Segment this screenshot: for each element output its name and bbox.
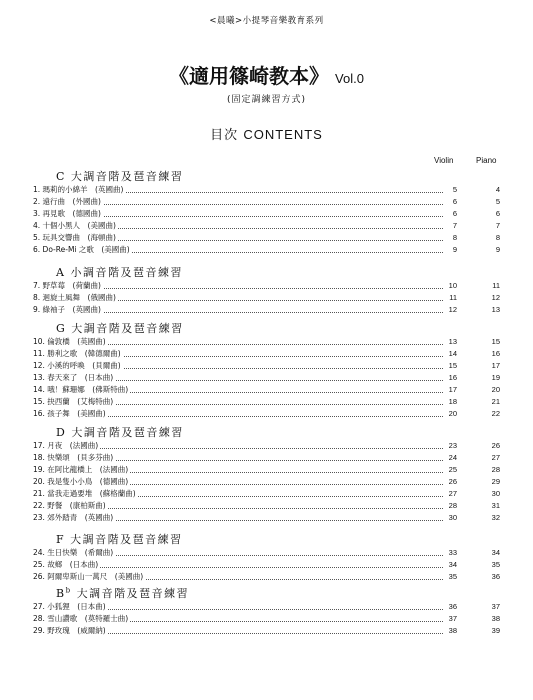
piano-page-number: 19 bbox=[491, 373, 500, 382]
piano-page-number: 39 bbox=[491, 626, 500, 635]
toc-entry-title: 12. 小溪的呼喚 (貝爾曲) bbox=[33, 361, 121, 370]
piano-page-number: 12 bbox=[491, 293, 500, 302]
flat-symbol: b bbox=[65, 586, 72, 595]
toc-entry-title: 23. 郊外踏青 (英國曲) bbox=[33, 513, 114, 522]
violin-page-number: 28 bbox=[443, 501, 457, 511]
section-heading bbox=[56, 585, 189, 601]
violin-page-number: 35 bbox=[443, 572, 457, 582]
piano-page-number: 5 bbox=[495, 197, 500, 206]
column-header-piano: Piano bbox=[476, 156, 497, 165]
contents-heading-en: CONTENTS bbox=[243, 127, 323, 142]
violin-page-number: 34 bbox=[443, 560, 457, 570]
violin-page-number: 9 bbox=[443, 245, 457, 255]
piano-page-number: 6 bbox=[495, 209, 500, 218]
violin-page-number: 26 bbox=[443, 477, 457, 487]
toc-entry bbox=[33, 409, 500, 419]
piano-page-number: 16 bbox=[491, 349, 500, 358]
toc-entry bbox=[33, 477, 500, 487]
book-subtitle: (固定調練習方式) bbox=[226, 95, 307, 105]
piano-page-number: 38 bbox=[491, 614, 500, 623]
volume-label: Vol.0 bbox=[335, 71, 364, 86]
toc-entry bbox=[33, 489, 500, 499]
book-title-text: 《適用篠崎教本》 bbox=[169, 64, 330, 88]
piano-page-number: 4 bbox=[495, 185, 500, 194]
toc-entry bbox=[33, 197, 500, 207]
toc-entry-title: 1. 瑪莉的小綿羊 (英國曲) bbox=[33, 185, 124, 194]
toc-entry-title: 13. 春天來了 (日本曲) bbox=[33, 373, 114, 382]
column-header-violin: Violin bbox=[434, 156, 454, 165]
toc-entry-title: 29. 野玫瑰 (威爾納) bbox=[33, 626, 106, 635]
toc-entry-title: 27. 小狐狸 (日本曲) bbox=[33, 602, 106, 611]
piano-page-number: 11 bbox=[492, 281, 500, 290]
toc-entry-title: 14. 哦！蘇珊娜 (佛斯特曲) bbox=[33, 385, 129, 394]
piano-page-number: 31 bbox=[491, 501, 500, 510]
toc-entry-title: 15. 抉西蘭 (艾梅特曲) bbox=[33, 397, 114, 406]
toc-entry bbox=[33, 548, 500, 558]
toc-entry-title: 6. Do-Re-Mi 之歌 (美國曲) bbox=[33, 245, 130, 254]
piano-page-number: 34 bbox=[491, 548, 500, 557]
violin-page-number: 7 bbox=[443, 221, 457, 231]
violin-page-number: 25 bbox=[443, 465, 457, 475]
toc-entry-title: 28. 雪山讚歌 (莫特羅士曲) bbox=[33, 614, 129, 623]
toc-entry bbox=[33, 560, 500, 570]
toc-entry bbox=[33, 221, 500, 231]
piano-page-number: 37 bbox=[491, 602, 500, 611]
toc-entry-title: 7. 野草莓 (荷蘭曲) bbox=[33, 281, 101, 290]
violin-page-number: 24 bbox=[443, 453, 457, 463]
piano-page-number: 17 bbox=[491, 361, 500, 370]
toc-entry-title: 16. 孩子舞 (美國曲) bbox=[33, 409, 106, 418]
toc-entry bbox=[33, 602, 500, 612]
piano-page-number: 9 bbox=[495, 245, 500, 254]
violin-page-number: 10 bbox=[443, 281, 457, 291]
violin-page-number: 20 bbox=[443, 409, 457, 419]
violin-page-number: 23 bbox=[443, 441, 457, 451]
toc-entry-title: 24. 生日快樂 (希爾曲) bbox=[33, 548, 114, 557]
piano-page-number: 22 bbox=[491, 409, 500, 418]
violin-page-number: 18 bbox=[443, 397, 457, 407]
toc-entry bbox=[33, 293, 500, 303]
violin-page-number: 14 bbox=[443, 349, 457, 359]
toc-entry bbox=[33, 245, 500, 255]
violin-page-number: 13 bbox=[443, 337, 457, 347]
section-heading: D 大調音階及琶音練習 bbox=[56, 426, 184, 439]
section-heading-key: B bbox=[56, 587, 66, 600]
piano-page-number: 36 bbox=[491, 572, 500, 581]
toc-entry-title: 17. 月夜 (法國曲) bbox=[33, 441, 99, 450]
toc-entry-title: 18. 快樂頌 (貝多芬曲) bbox=[33, 453, 114, 462]
toc-entry-title: 4. 十個小黑人 (美國曲) bbox=[33, 221, 116, 230]
contents-heading-zh: 目次 bbox=[210, 128, 239, 143]
section-heading: G 大調音階及琶音練習 bbox=[56, 322, 184, 335]
toc-entry bbox=[33, 305, 500, 315]
toc-entry bbox=[33, 397, 500, 407]
toc-entry-title: 25. 故鄉 (日本曲) bbox=[33, 560, 99, 569]
contents-heading bbox=[0, 124, 533, 143]
violin-page-number: 37 bbox=[443, 614, 457, 624]
violin-page-number: 30 bbox=[443, 513, 457, 523]
toc-entry bbox=[33, 501, 500, 511]
violin-page-number: 33 bbox=[443, 548, 457, 558]
piano-page-number: 29 bbox=[491, 477, 500, 486]
toc-entry bbox=[33, 337, 500, 347]
violin-page-number: 36 bbox=[443, 602, 457, 612]
violin-page-number: 6 bbox=[443, 209, 457, 219]
toc-entry bbox=[33, 209, 500, 219]
toc-entry bbox=[33, 233, 500, 243]
piano-page-number: 13 bbox=[491, 305, 500, 314]
violin-page-number: 17 bbox=[443, 385, 457, 395]
violin-page-number: 11 bbox=[443, 293, 457, 303]
piano-page-number: 28 bbox=[491, 465, 500, 474]
toc-entry-title: 3. 再見歌 (德國曲) bbox=[33, 209, 101, 218]
toc-entry-title: 9. 綠袖子 (英國曲) bbox=[33, 305, 101, 314]
piano-page-number: 7 bbox=[495, 221, 500, 230]
violin-page-number: 15 bbox=[443, 361, 457, 371]
piano-page-number: 35 bbox=[491, 560, 500, 569]
book-title bbox=[0, 60, 533, 89]
toc-entry bbox=[33, 453, 500, 463]
toc-entry bbox=[33, 465, 500, 475]
piano-page-number: 21 bbox=[491, 397, 500, 406]
toc-entry-title: 2. 遠行曲 (外國曲) bbox=[33, 197, 101, 206]
section-heading: F 大調音階及琶音練習 bbox=[56, 533, 183, 546]
toc-entry bbox=[33, 349, 500, 359]
piano-page-number: 30 bbox=[491, 489, 500, 498]
section-heading: A 小調音階及琶音練習 bbox=[56, 266, 183, 279]
section-heading-rest: 大調音階及琶音練習 bbox=[71, 587, 190, 600]
toc-entry-title: 22. 野餐 (康柏斯曲) bbox=[33, 501, 106, 510]
violin-page-number: 8 bbox=[443, 233, 457, 243]
toc-entry-title: 19. 在阿比龍橋上 (法國曲) bbox=[33, 465, 129, 474]
piano-page-number: 32 bbox=[491, 513, 500, 522]
toc-entry-title: 21. 當我走過要堆 (蘇格蘭曲) bbox=[33, 489, 136, 498]
toc-entry bbox=[33, 385, 500, 395]
toc-entry bbox=[33, 513, 500, 523]
piano-page-number: 8 bbox=[495, 233, 500, 242]
series-header: <晨曦>小提琴音樂教育系列 bbox=[209, 16, 324, 26]
toc-entry bbox=[33, 441, 500, 451]
violin-page-number: 16 bbox=[443, 373, 457, 383]
section-heading: C 大調音階及琶音練習 bbox=[56, 170, 184, 183]
violin-page-number: 6 bbox=[443, 197, 457, 207]
violin-page-number: 5 bbox=[443, 185, 457, 195]
toc-entry-title: 11. 勝利之歌 (韓德爾曲) bbox=[33, 349, 121, 358]
toc-entry bbox=[33, 572, 500, 582]
toc-entry bbox=[33, 614, 500, 624]
toc-entry-title: 10. 倫敦橋 (英國曲) bbox=[33, 337, 106, 346]
violin-page-number: 12 bbox=[443, 305, 457, 315]
toc-entry-title: 5. 玩具交響曲 (海頓曲) bbox=[33, 233, 116, 242]
toc-entry bbox=[33, 361, 500, 371]
piano-page-number: 27 bbox=[491, 453, 500, 462]
toc-entry bbox=[33, 373, 500, 383]
piano-page-number: 26 bbox=[491, 441, 500, 450]
toc-entry-title: 26. 阿爾卑斯山一萬尺 (美國曲) bbox=[33, 572, 144, 581]
toc-entry bbox=[33, 626, 500, 636]
toc-entry bbox=[33, 185, 500, 195]
piano-page-number: 20 bbox=[491, 385, 500, 394]
toc-entry-title: 8. 迴旋土風舞 (俄國曲) bbox=[33, 293, 116, 302]
toc-entry bbox=[33, 281, 500, 291]
violin-page-number: 27 bbox=[443, 489, 457, 499]
toc-entry-title: 20. 我是隻小小鳥 (德國曲) bbox=[33, 477, 129, 486]
violin-page-number: 38 bbox=[443, 626, 457, 636]
piano-page-number: 15 bbox=[491, 337, 500, 346]
